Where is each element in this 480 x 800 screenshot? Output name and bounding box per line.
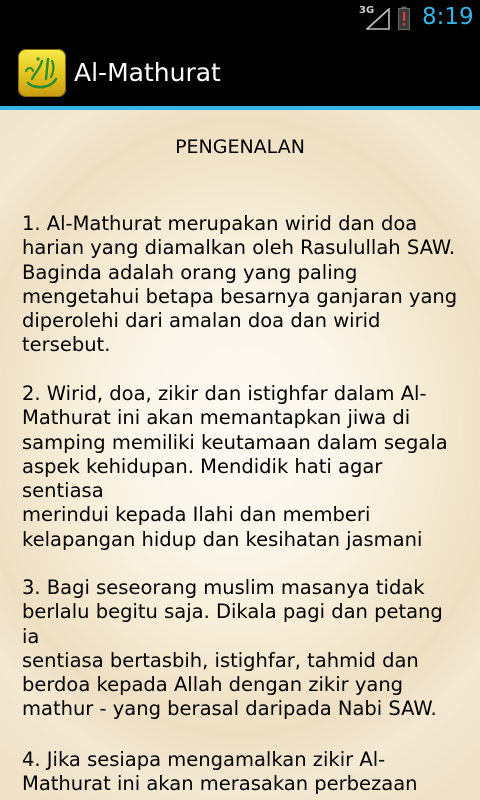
status-bar [0,0,480,38]
content-scroll-area[interactable] [0,110,480,800]
app-title: Al-Mathurat [74,58,221,87]
paragraph-2: 2. Wirid, doa, zikir dan istighfar dalam Al- Mathurat ini akan memantapkan jiwa di samping memiliki keutamaan dalam segala aspek kehidupan. Mendidik hati agar sentiasa merindui kepada Ilahi dan memberi kelapangan hidup dan kesihatan jasmani [22,382,448,551]
signal-icon [366,8,390,30]
network-type-label: 3G [359,5,375,16]
action-bar [0,38,480,106]
battery-low-icon [398,6,410,30]
paragraph-4: 4. Jika sesiapa mengamalkan zikir Al- Mathurat ini akan merasakan perbezaan [22,748,418,796]
paragraph-1: 1. Al-Mathurat merupakan wirid dan doa harian yang diamalkan oleh Rasulullah SAW. Baginda adalah orang yang paling mengetahui betapa besarnya ganjaran yang diperolehi dari amalan doa dan wirid tersebut. [22,212,458,357]
paragraph-3: 3. Bagi seseorang muslim masanya tidak berlalu begitu saja. Dikala pagi dan petang ia sentiasa bertasbih, istighfar, tahmid dan berdoa kepada Allah dengan zikir yang mathur - yang berasal daripada Nabi SAW. [22,576,443,721]
app-logo-icon[interactable] [18,49,66,97]
clock: 8:19 [422,4,474,30]
page-title: PENGENALAN [175,136,305,158]
